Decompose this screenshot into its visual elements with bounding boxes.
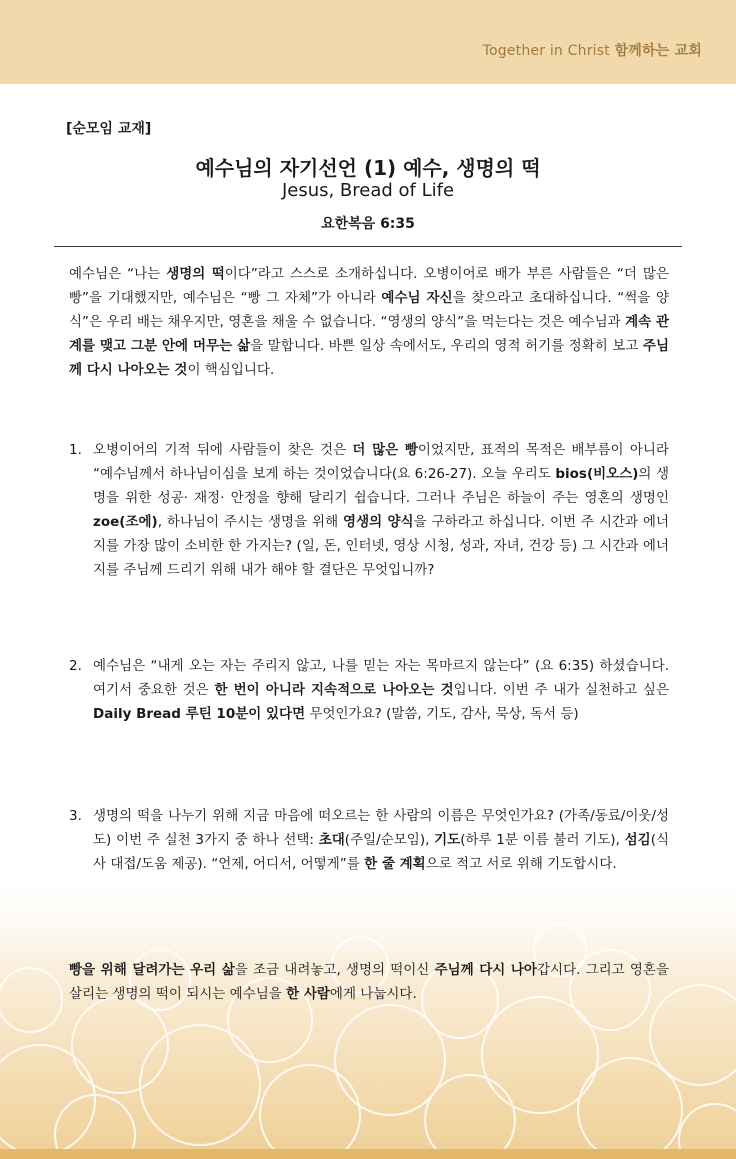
emphasis-text: 기도 (434, 832, 461, 848)
question-number: 1. (69, 442, 82, 458)
body-text: 을 찾으라고 초대하십니다. “썩을 양식”은 우리 배는 채우지만, 영혼을 채울 수 없습니다. “영생의 양식”을 먹는다는 것은 예수님과 (69, 290, 670, 330)
body-text: 무엇인가요? (말씀, 기도, 감사, 묵상, 독서 등) (305, 706, 579, 722)
body-text: 예수님은 “내게 오는 자는 주리지 않고, 나를 믿는 자는 목마르지 않는다” (요 6:35) 하셨습니다. 여기서 중요한 것은 (93, 658, 669, 698)
body-text: 입니다. 이번 주 내가 실천하고 싶은 (453, 682, 670, 698)
emphasis-text: zoe(조에) (93, 514, 158, 530)
emphasis-text: 한 줄 계획 (364, 856, 426, 872)
brand-english: Together in Christ (482, 43, 610, 59)
body-text: (주일/순모임), (344, 832, 435, 848)
emphasis-text: 영생의 양식 (343, 514, 414, 530)
question-number: 2. (69, 658, 82, 674)
emphasis-text: 빵을 위해 달려가는 우리 삶 (69, 962, 235, 978)
church-brand (483, 40, 702, 60)
page-subtitle: Jesus, Bread of Life (281, 180, 455, 201)
body-text: (식사 대접/도움 제공). “언제, 어디서, 어떻게”를 (93, 832, 669, 872)
emphasis-text: 초대 (318, 832, 345, 848)
emphasis-text: 예수님 자신 (381, 290, 453, 306)
brand-korean: 함께하는 교회 (614, 43, 702, 59)
question-number: 3. (69, 808, 82, 824)
scripture-reference: 요한복음 6:35 (321, 216, 415, 232)
question-1 (93, 438, 669, 582)
emphasis-text: 섬김 (624, 832, 651, 848)
bubble-decoration (0, 870, 736, 1159)
page-title: 예수님의 자기선언 (1) 예수, 생명의 떡 (195, 156, 541, 180)
body-text: 이다”라고 스스로 소개하십니다. 오병이어로 배가 부른 사람들은 “더 많은 빵”을 기대했지만, 예수님은 “빵 그 자체”가 아니라 (69, 266, 669, 306)
body-text: 오병이어의 기적 뒤에 사람들이 찾은 것은 (93, 442, 353, 458)
emphasis-text: 더 많은 빵 (352, 442, 418, 458)
emphasis-text: 주님께 다시 나아 (434, 962, 537, 978)
body-text: 이었지만, 표적의 목적은 배부름이 아니라 “예수님께서 하나님이심을 보게 하는 것이었습니다(요 6:26-27). 오늘 우리도 (93, 442, 669, 482)
body-text: (하루 1분 이름 불러 기도), (460, 832, 625, 848)
emphasis-text: Daily Bread 루틴 10분이 있다면 (93, 706, 306, 722)
emphasis-text: 생명의 떡 (166, 266, 225, 282)
emphasis-text: 한 번이 아니라 지속적으로 나아오는 것 (214, 682, 454, 698)
emphasis-text: 계속 관계를 맺고 그분 안에 머무는 삶 (69, 314, 669, 354)
question-2 (93, 654, 669, 726)
closing-paragraph (69, 958, 669, 1006)
body-text: 을 말합니다. 바쁜 일상 속에서도, 우리의 영적 허기를 정확히 보고 (250, 338, 643, 354)
emphasis-text: 주님께 다시 나아오는 것 (69, 338, 669, 378)
body-text: 의 생명을 위한 성공· 재정· 안정을 향해 달리기 쉽습니다. 그러나 주님은 하늘이 주는 영혼의 생명인 (93, 466, 670, 506)
intro-paragraph (69, 262, 669, 382)
body-text: 을 구하라고 하십니다. 이번 주 시간과 에너지를 가장 많이 소비한 한 가지는? (일, 돈, 인터넷, 영상 시청, 성과, 자녀, 건강 등) 그 시간과 에너지를 주님께 드리기 위해 내가 해야 할 결단은 무엇입니까? (93, 514, 669, 578)
question-3 (93, 804, 669, 876)
divider (54, 246, 682, 247)
emphasis-text: bios(비오스) (555, 466, 639, 482)
body-text: 예수님은 “나는 (69, 266, 167, 282)
body-text: 을 조금 내려놓고, 생명의 떡이신 (234, 962, 435, 978)
body-text: 에게 나눕시다. (329, 986, 417, 1002)
booklet-tag: [순모임 교재] (66, 121, 152, 137)
emphasis-text: 한 사람 (286, 986, 330, 1002)
body-text: 생명의 떡을 나누기 위해 지금 마음에 떠오르는 한 사람의 이름은 무엇인가요? (가족/동료/이웃/성도) 이번 주 실천 3가지 중 하나 선택: (93, 808, 669, 848)
body-text: 이 핵심입니다. (187, 362, 275, 378)
body-text: 갑시다. 그리고 영혼을 살리는 생명의 떡이 되시는 예수님을 (69, 962, 669, 1002)
body-text: 으로 적고 서로 위해 기도합시다. (425, 856, 617, 872)
body-text: , 하나님이 주시는 생명을 위해 (157, 514, 344, 530)
